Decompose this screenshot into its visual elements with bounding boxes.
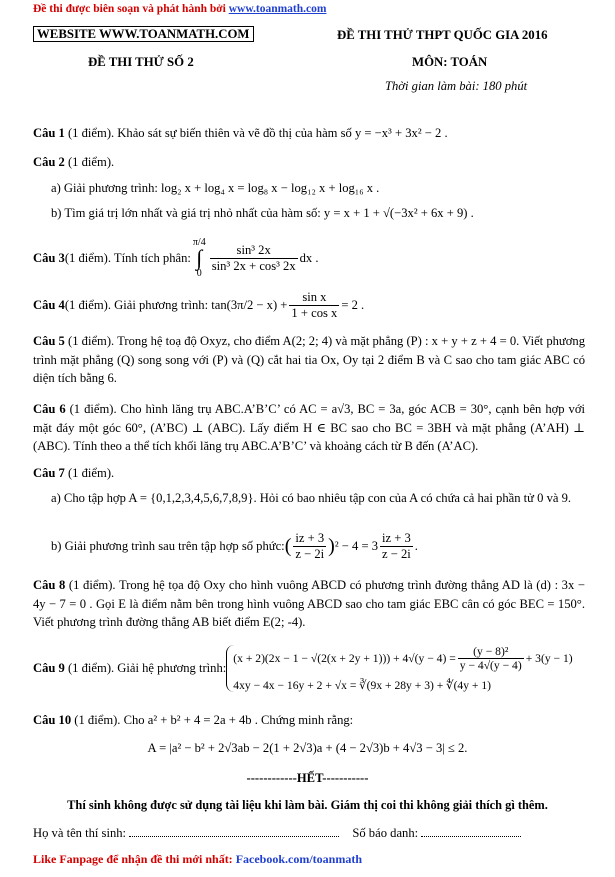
q3-numerator: sin³ 2x bbox=[210, 243, 298, 259]
candidate-id-label: Số báo danh: bbox=[352, 826, 422, 840]
q10-label: Câu 10 bbox=[33, 713, 72, 727]
q7b-numerator-2: iz + 3 bbox=[382, 531, 411, 545]
equation-system bbox=[226, 645, 572, 692]
q7b-denominator-2: z − 2i bbox=[382, 547, 411, 561]
q9-eq1-numerator: (y − 8)² bbox=[458, 645, 524, 659]
end-mark: ------------HẾT----------- bbox=[246, 771, 369, 785]
website-text: WEBSITE WWW.TOANMATH.COM bbox=[37, 27, 250, 41]
q3-tail: dx . bbox=[299, 250, 319, 265]
website-box bbox=[33, 26, 254, 42]
q4-fraction bbox=[289, 290, 339, 321]
candidate-id-field[interactable] bbox=[421, 836, 521, 837]
q7b-fraction-1 bbox=[293, 531, 326, 562]
q8-text: (1 điểm). Trong hệ tọa độ Oxy cho hình vuông ABCD có phương trình đường thẳng AD là (d) : 3x − 4y − 7 = 0 . Gọi E là điểm nằm bên trong hình vuông ABCD sao cho tam giác EBC cân có góc BEC = 150°. Viết phương trình đường thẳng AB biết điểm E(2; -4). bbox=[33, 578, 585, 629]
q5-label: Câu 5 bbox=[33, 334, 65, 348]
integral-sign: π/4 ∫ 0 bbox=[192, 237, 206, 279]
q7b-middle: ² − 4 = 3 bbox=[334, 539, 378, 553]
q5-text: (1 điểm). Trong hệ toạ độ Oxyz, cho điểm A(2; 2; 4) và mặt phẳng (P) : x + y + z + 4 = 0. Viết phương trình mặt phẳng (Q) song song với (P) và (Q) cắt hai tia Ox, Oy tại 2 điểm B và C sao cho tam giác ABC có diện tích bằng 6. bbox=[33, 334, 585, 385]
q4-denominator: 1 + cos x bbox=[291, 306, 338, 320]
question-3 bbox=[33, 237, 319, 279]
q9-label: Câu 9 bbox=[33, 661, 65, 675]
q1-text: (1 điểm). Khảo sát sự biến thiên và vẽ đồ thị của hàm số y = −x³ + 3x² − 2 . bbox=[64, 126, 448, 140]
q10-formula: A = |a² − b² + 2√3ab − 2(1 + 2√3)a + (4 − 2√3)b + 4√3 − 3| ≤ 2. bbox=[147, 741, 468, 755]
q7b-denominator-1: z − 2i bbox=[295, 547, 325, 561]
q9-text: (1 điểm). Giải hệ phương trình: bbox=[64, 661, 227, 675]
q3-denominator: sin³ 2x + cos³ 2x bbox=[211, 258, 296, 273]
q7-part-a: a) Cho tập hợp A = {0,1,2,3,4,5,6,7,8,9}. Hỏi có bao nhiêu tập con của A có chứa cả hai phần tử 0 và 9. bbox=[51, 491, 572, 505]
q9-eq1-denominator: y − 4√(y − 4) bbox=[459, 659, 522, 672]
footer bbox=[33, 852, 362, 867]
question-6 bbox=[33, 400, 585, 456]
q8-label: Câu 8 bbox=[33, 578, 66, 592]
q9-eq1-tail: + 3(y − 1) bbox=[525, 652, 573, 665]
q6-label: Câu 6 bbox=[33, 402, 66, 416]
candidate-info bbox=[33, 826, 521, 841]
question-4 bbox=[33, 290, 364, 321]
q7-text: (1 điểm). bbox=[64, 466, 115, 480]
q10-text: (1 điểm). Cho a² + b² + 4 = 2a + 4b . Chứng minh rằng: bbox=[71, 713, 354, 727]
question-8 bbox=[33, 576, 585, 632]
footer-link[interactable]: Facebook.com/toanmath bbox=[235, 852, 363, 866]
q9-equation-1 bbox=[233, 645, 572, 672]
q9-eq1-left: (x + 2)(2x − 1 − √(2(x + 2y + 1))) + 4√(y − 4) = bbox=[233, 652, 456, 665]
q2-part-b: b) Tìm giá trị lớn nhất và giá trị nhỏ nhất của hàm số: y = x + 1 + √(−3x² + 6x + 9) . bbox=[51, 206, 474, 220]
question-1 bbox=[33, 126, 448, 141]
q7-part-b: b) Giải phương trình sau trên tập hợp số phức: ( $\frac{iz + 3}{z - 2i}$ ) ² − 4 = 3 $\frac{iz + 3}{z - 2i}$ . bbox=[51, 531, 418, 561]
q9-equation-2: 4xy − 4x − 16y + 2 + √x = ∛(9x + 28y + 3) + ∜(4y + 1) bbox=[233, 679, 492, 692]
q4-numerator: sin x bbox=[289, 290, 339, 306]
question-7 bbox=[33, 466, 114, 481]
q1-label: Câu 1 bbox=[33, 126, 65, 140]
q7b-numerator-1: iz + 3 bbox=[295, 531, 325, 545]
integral-upper: π/4 bbox=[192, 237, 206, 248]
question-5 bbox=[33, 332, 585, 388]
candidate-name-field[interactable] bbox=[129, 836, 339, 837]
q6-text: (1 điểm). Cho hình lăng trụ ABC.A’B’C’ có AC = a√3, BC = 3a, góc ACB = 30°, cạnh bên hợp với mặt đáy một góc 60°, (A’BC) ⊥ (ABC). Lấy điểm H ∈ BC sao cho BC = 3BH và mặt phẳng (A’AH) ⊥ (ABC). Tính theo a thể tích khối lăng trụ ABC.A’B’C’ và khoảng cách từ B đến (A’AC). bbox=[33, 402, 585, 453]
exam-title: ĐỀ THI THỬ THPT QUỐC GIA 2016 bbox=[337, 28, 548, 42]
q9-eq1-fraction bbox=[458, 645, 524, 672]
q7b-fraction-2 bbox=[380, 531, 413, 562]
integral-lower: 0 bbox=[196, 268, 202, 279]
time-limit: Thời gian làm bài: 180 phút bbox=[385, 79, 528, 93]
notice: Thí sinh không được sử dụng tài liệu khi làm bài. Giám thị coi thi không giải thích gì thêm. bbox=[67, 798, 548, 812]
exam-number: ĐỀ THI THỬ SỐ 2 bbox=[88, 55, 194, 69]
q2-part-a: a) Giải phương trình: log₂ x + log₄ x = log₈ x − log₁₂ x + log₁₆ x . bbox=[51, 181, 380, 195]
question-2 bbox=[33, 155, 114, 170]
q4-label: Câu 4 bbox=[33, 298, 65, 312]
candidate-name-label: Họ và tên thí sinh: bbox=[33, 826, 130, 840]
footer-text: Like Fanpage để nhận đề thi mới nhất: bbox=[33, 852, 236, 866]
question-9 bbox=[33, 645, 573, 692]
top-note-text: Đề thi được biên soạn và phát hành bởi bbox=[33, 3, 229, 15]
q2-label: Câu 2 bbox=[33, 155, 65, 169]
q4-text: (1 điểm). Giải phương trình: tan(3π/2 − x) + bbox=[64, 298, 288, 312]
q3-fraction bbox=[210, 243, 298, 274]
question-10 bbox=[33, 713, 353, 728]
top-note-link[interactable]: www.toanmath.com bbox=[228, 3, 327, 15]
q7b-end: . bbox=[414, 539, 418, 553]
q3-text: (1 điểm). Tính tích phân: bbox=[64, 250, 191, 265]
q7b-text: b) Giải phương trình sau trên tập hợp số phức: bbox=[51, 539, 285, 553]
top-note bbox=[33, 3, 326, 15]
website-label bbox=[33, 27, 254, 42]
q7-label: Câu 7 bbox=[33, 466, 65, 480]
q3-label: Câu 3 bbox=[33, 250, 65, 265]
q4-tail: = 2 . bbox=[341, 298, 365, 312]
subject: MÔN: TOÁN bbox=[412, 55, 488, 69]
q2-text: (1 điểm). bbox=[64, 155, 115, 169]
